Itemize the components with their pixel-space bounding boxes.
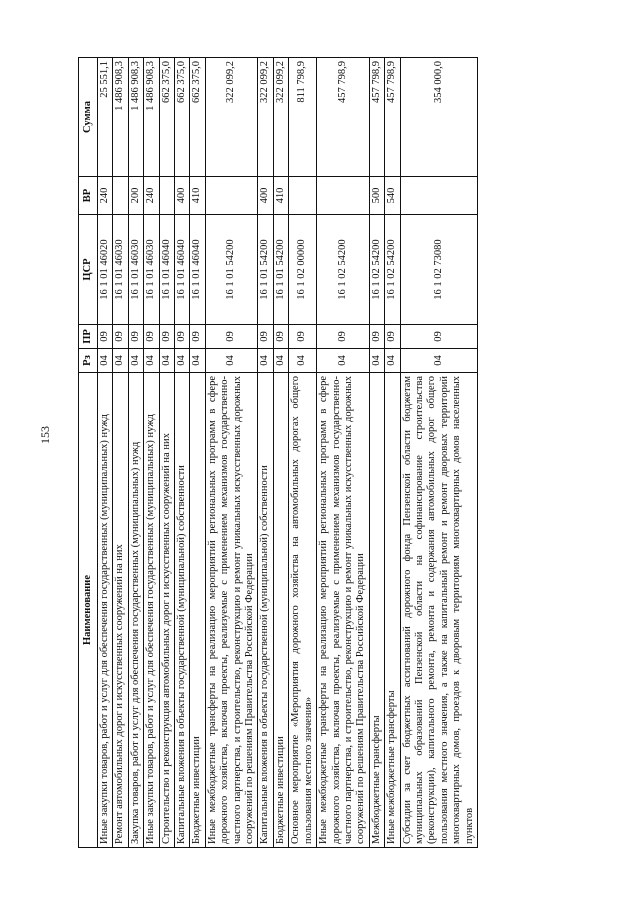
cell-csr: 16 1 01 46030 — [128, 215, 143, 325]
cell-csr: 16 1 01 54200 — [273, 215, 288, 325]
cell-sum: 457 798,9 — [385, 58, 400, 177]
cell-pr: 09 — [98, 325, 113, 349]
cell-csr: 16 1 01 46020 — [98, 215, 113, 325]
cell-vr: 410 — [273, 177, 288, 215]
cell-rz: 04 — [113, 349, 128, 373]
cell-rz: 04 — [289, 349, 317, 373]
cell-sum: 662 375,0 — [159, 58, 174, 177]
cell-sum: 662 375,0 — [190, 58, 205, 177]
table-row — [113, 58, 128, 848]
cell-pr: 09 — [385, 325, 400, 349]
cell-name: Субсидии за счет бюджетных ассигнований дорожного фонда Пензенской области бюджетам муниципальных образований Пензенской области на софинансирование строительства (реконструкции), капитального ремонта, ремонта и содержания автомобильных дорог общего пользования местного значения, а также на капитальный ремонт и ремонт дворовых территорий многоквартирных домов, проездов к дворовым территориям многоквартирных домов населенных пунктов — [400, 373, 477, 848]
cell-csr: 16 1 02 54200 — [369, 215, 384, 325]
cell-vr — [400, 177, 477, 215]
cell-csr: 16 1 01 46030 — [144, 215, 159, 325]
cell-pr: 09 — [144, 325, 159, 349]
cell-csr: 16 1 01 46040 — [159, 215, 174, 325]
cell-rz: 04 — [273, 349, 288, 373]
cell-name: Иные закупки товаров, работ и услуг для обеспечения государственных (муниципальных) нужд — [144, 373, 159, 848]
cell-name: Капитальные вложения в объекты государственной (муниципальной) собственности — [258, 373, 273, 848]
cell-csr: 16 1 01 46040 — [190, 215, 205, 325]
table-row — [205, 58, 258, 848]
cell-vr: 400 — [175, 177, 190, 215]
cell-pr: 09 — [113, 325, 128, 349]
cell-pr: 09 — [159, 325, 174, 349]
table-row — [258, 58, 273, 848]
cell-rz: 04 — [98, 349, 113, 373]
table-row — [190, 58, 205, 848]
cell-csr: 16 1 01 54200 — [258, 215, 273, 325]
table-row — [159, 58, 174, 848]
cell-rz: 04 — [205, 349, 258, 373]
header-pr: ПР — [79, 325, 98, 349]
cell-pr: 09 — [190, 325, 205, 349]
cell-csr: 16 1 02 54200 — [385, 215, 400, 325]
table-header-row — [79, 58, 98, 848]
cell-csr: 16 1 01 46030 — [113, 215, 128, 325]
cell-pr: 09 — [400, 325, 477, 349]
cell-rz: 04 — [258, 349, 273, 373]
cell-rz: 04 — [159, 349, 174, 373]
cell-csr: 16 1 01 54200 — [205, 215, 258, 325]
cell-csr: 16 1 02 00000 — [289, 215, 317, 325]
cell-rz: 04 — [144, 349, 159, 373]
table-row — [175, 58, 190, 848]
cell-sum: 457 798,9 — [369, 58, 384, 177]
cell-name: Основное мероприятие «Мероприятия дорожного хозяйства на автомобильных дорогах общего пользования местного значения» — [289, 373, 317, 848]
cell-pr: 09 — [289, 325, 317, 349]
cell-pr: 09 — [205, 325, 258, 349]
rotated-table-container — [78, 58, 584, 848]
cell-pr: 09 — [273, 325, 288, 349]
page-number: 153 — [38, 426, 52, 444]
table-body — [98, 58, 478, 848]
cell-csr: 16 1 02 54200 — [317, 215, 370, 325]
cell-sum: 1 486 908,3 — [113, 58, 128, 177]
cell-vr: 240 — [98, 177, 113, 215]
cell-csr: 16 1 01 46040 — [175, 215, 190, 325]
cell-name: Бюджетные инвестиции — [190, 373, 205, 848]
cell-sum: 1 486 908,3 — [144, 58, 159, 177]
cell-pr: 09 — [258, 325, 273, 349]
cell-csr: 16 1 02 73080 — [400, 215, 477, 325]
cell-sum: 322 099,2 — [273, 58, 288, 177]
table-row — [385, 58, 400, 848]
cell-vr: 410 — [190, 177, 205, 215]
cell-pr: 09 — [369, 325, 384, 349]
cell-name: Закупка товаров, работ и услуг для обеспечения государственных (муниципальных) нужд — [128, 373, 143, 848]
cell-vr: 240 — [144, 177, 159, 215]
cell-name: Иные межбюджетные трансферты на реализацию мероприятий региональных программ в сфере дорожного хозяйства, включая проекты, реализуемые с применением механизмов государственно-частного партнерства, и строительство, реконструкцию и ремонт уникальных искусственных дорожных сооружений по решениям Правительства Российской Федерации — [205, 373, 258, 848]
cell-vr: 500 — [369, 177, 384, 215]
table-row — [369, 58, 384, 848]
cell-pr: 09 — [317, 325, 370, 349]
cell-rz: 04 — [175, 349, 190, 373]
cell-sum: 457 798,9 — [317, 58, 370, 177]
header-sum: Сумма — [79, 58, 98, 177]
cell-vr: 540 — [385, 177, 400, 215]
cell-rz: 04 — [400, 349, 477, 373]
table-row — [144, 58, 159, 848]
table-row — [317, 58, 370, 848]
cell-vr — [205, 177, 258, 215]
table-row — [400, 58, 477, 848]
cell-name: Иные закупки товаров, работ и услуг для обеспечения государственных (муниципальных) нужд — [98, 373, 113, 848]
table-row — [273, 58, 288, 848]
table-row — [98, 58, 113, 848]
cell-sum: 662 375,0 — [175, 58, 190, 177]
cell-sum: 354 000,0 — [400, 58, 477, 177]
cell-pr: 09 — [175, 325, 190, 349]
cell-name: Иные межбюджетные трансферты — [385, 373, 400, 848]
header-vr: ВР — [79, 177, 98, 215]
cell-rz: 04 — [317, 349, 370, 373]
header-csr: ЦСР — [79, 215, 98, 325]
cell-name: Бюджетные инвестиции — [273, 373, 288, 848]
cell-sum: 322 099,2 — [258, 58, 273, 177]
cell-rz: 04 — [369, 349, 384, 373]
cell-vr — [159, 177, 174, 215]
table-row — [128, 58, 143, 848]
table-row — [289, 58, 317, 848]
cell-sum: 811 798,9 — [289, 58, 317, 177]
cell-name: Межбюджетные трансферты — [369, 373, 384, 848]
budget-table — [78, 57, 478, 848]
cell-vr — [289, 177, 317, 215]
cell-name: Капитальные вложения в объекты государственной (муниципальной) собственности — [175, 373, 190, 848]
cell-name: Иные межбюджетные трансферты на реализацию мероприятий региональных программ в сфере дорожного хозяйства, включая проекты, реализуемые с применением механизмов государственно-частного партнерства, и строительство, реконструкцию и ремонт уникальных искусственных дорожных сооружений по решениям Правительства Российской Федерации — [317, 373, 370, 848]
cell-rz: 04 — [128, 349, 143, 373]
header-name: Наименование — [79, 373, 98, 848]
cell-sum: 25 551,1 — [98, 58, 113, 177]
cell-vr — [113, 177, 128, 215]
cell-sum: 322 099,2 — [205, 58, 258, 177]
cell-vr: 200 — [128, 177, 143, 215]
cell-vr: 400 — [258, 177, 273, 215]
cell-rz: 04 — [190, 349, 205, 373]
cell-name: Ремонт автомобильных дорог и искусственных сооружений на них — [113, 373, 128, 848]
cell-vr — [317, 177, 370, 215]
cell-pr: 09 — [128, 325, 143, 349]
cell-rz: 04 — [385, 349, 400, 373]
cell-name: Строительство и реконструкция автомобильных дорог и искусственных сооружений на них — [159, 373, 174, 848]
header-rz: Рз — [79, 349, 98, 373]
cell-sum: 1 486 908,3 — [128, 58, 143, 177]
